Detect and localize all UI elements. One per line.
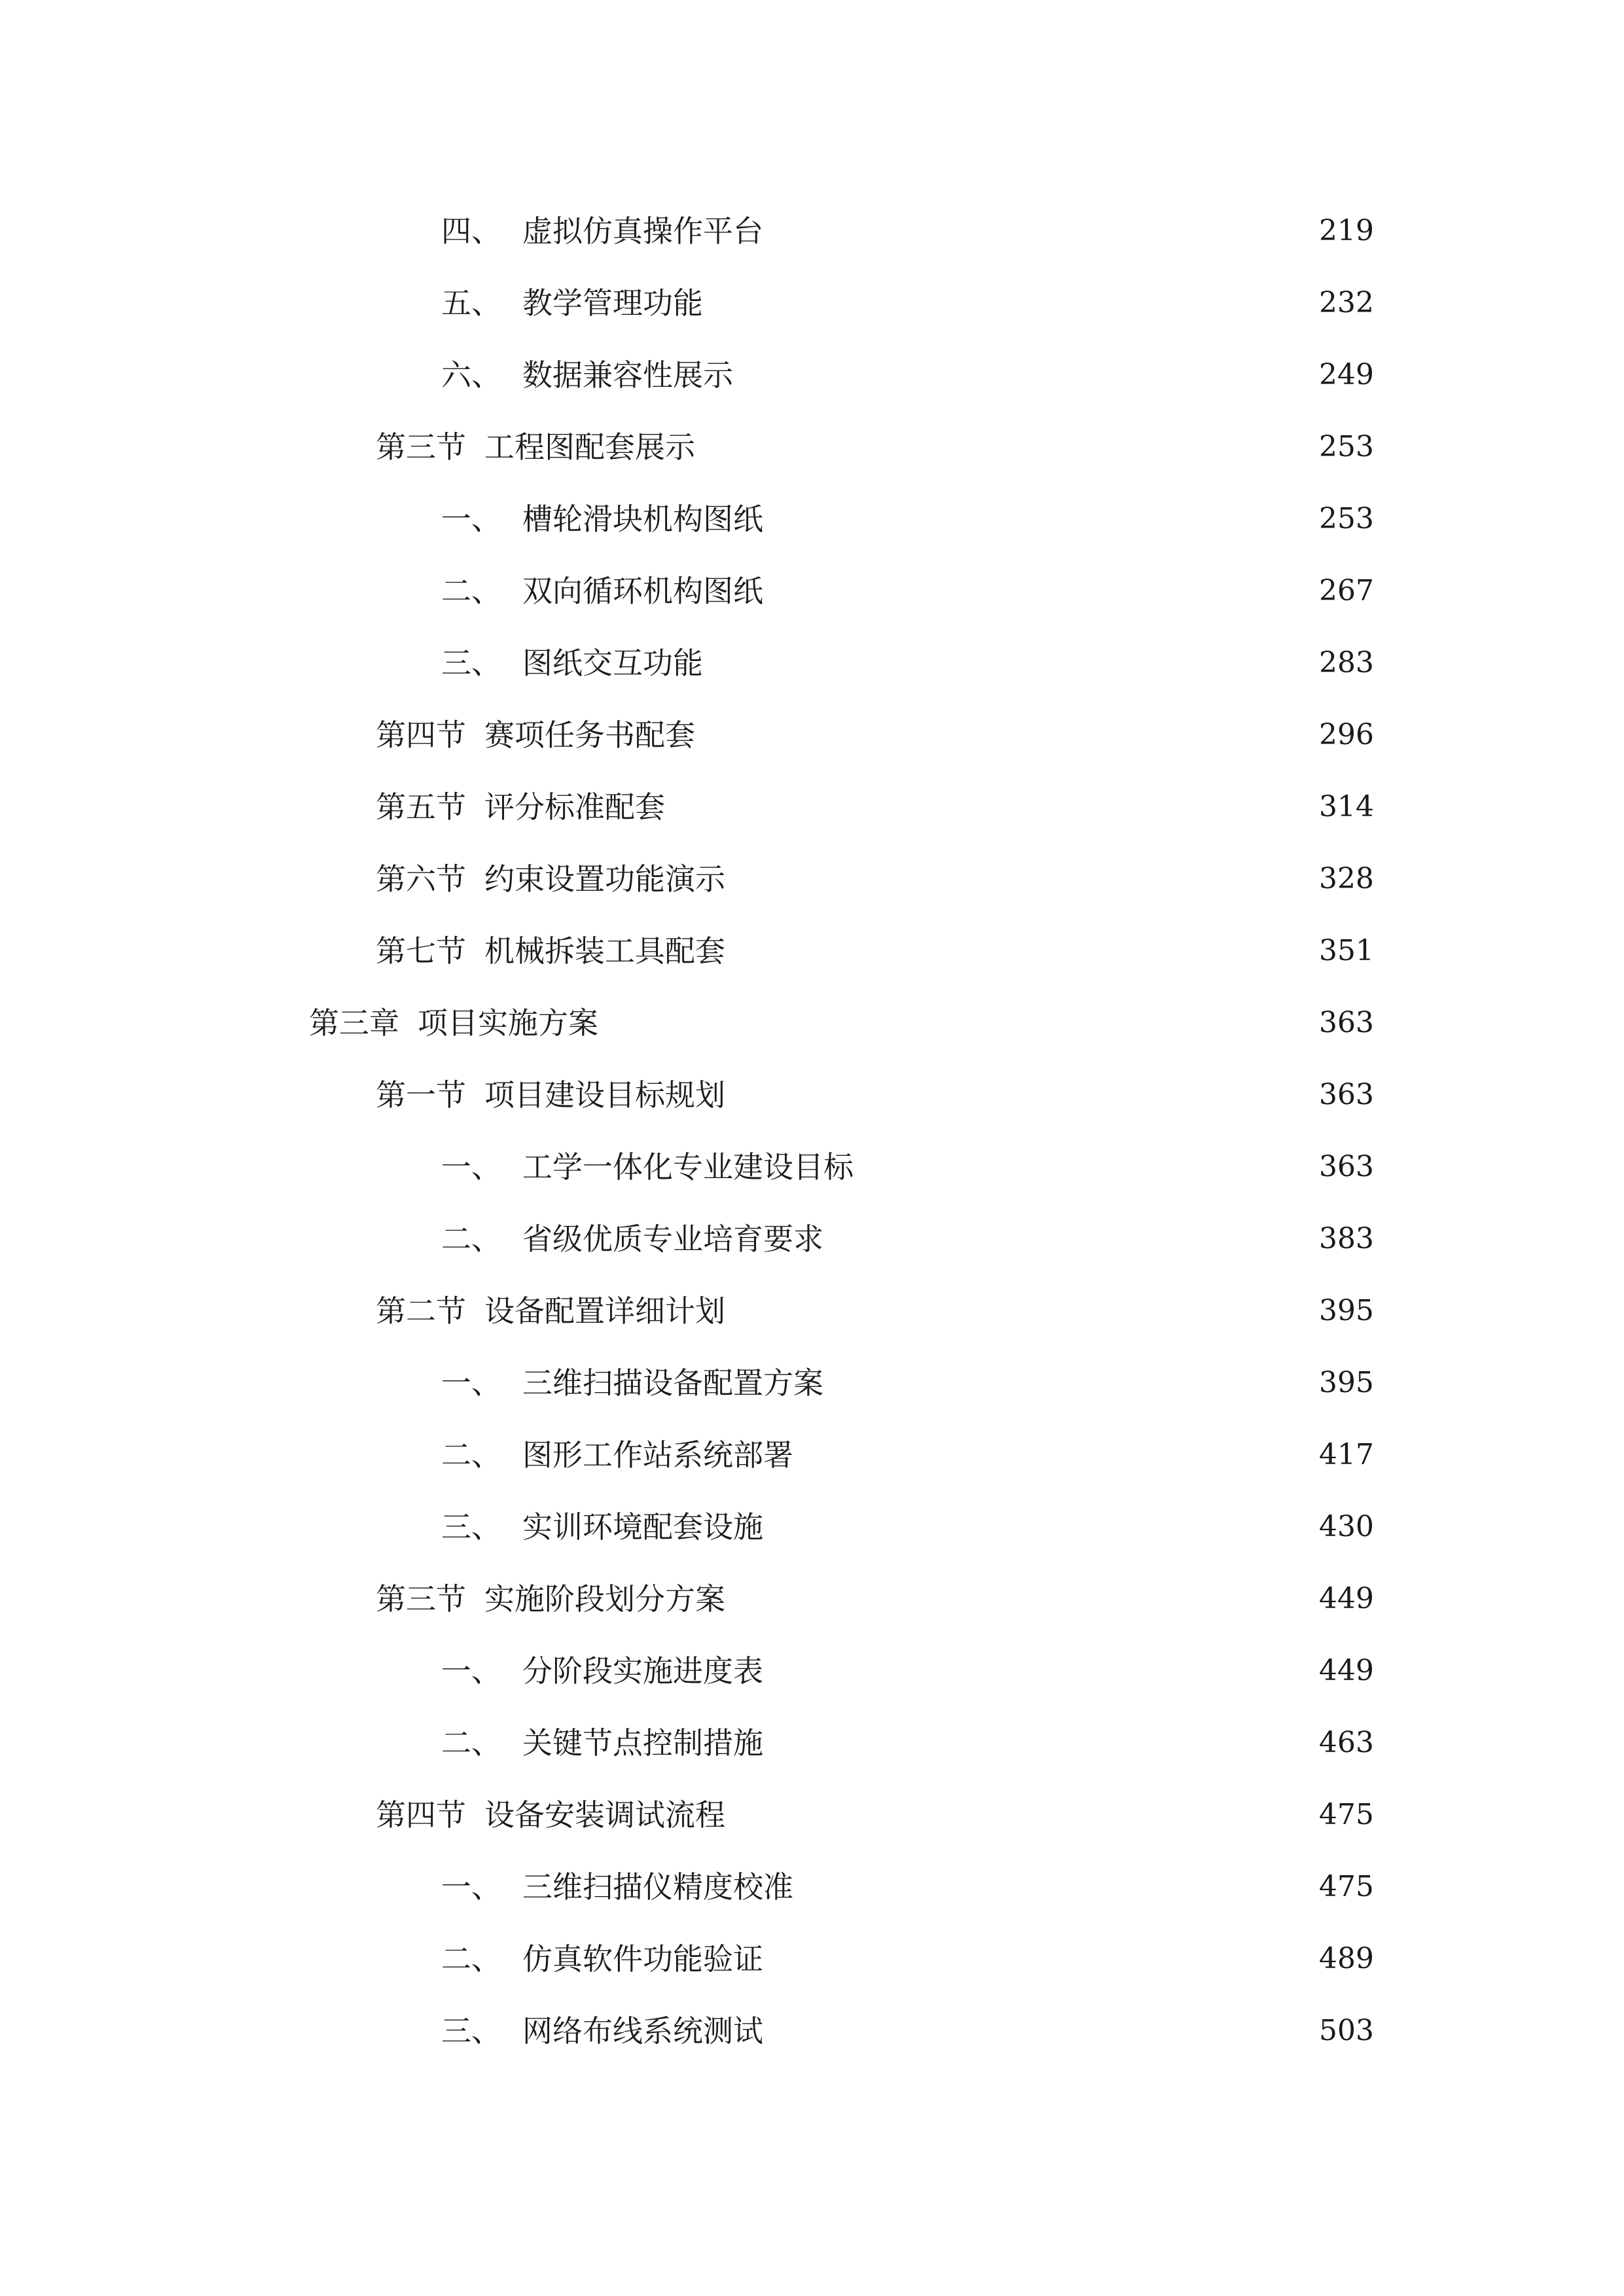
entry-number: 第一节: [376, 1077, 466, 1113]
toc-entry[interactable]: [0, 915, 1624, 987]
entry-label: [376, 1077, 725, 1113]
entry-number: 二、: [441, 573, 501, 609]
entry-label: [441, 1509, 763, 1545]
dot-leader: [803, 1872, 1303, 1902]
entry-page-number: 395: [1319, 1294, 1374, 1327]
dot-leader: [772, 2016, 1303, 2046]
entry-label: [376, 1293, 725, 1329]
entry-page-number: 314: [1319, 790, 1374, 823]
toc-entry[interactable]: [0, 1635, 1624, 1707]
dot-leader: [863, 1152, 1303, 1182]
entry-number: 第七节: [376, 933, 466, 969]
entry-label: [441, 1149, 854, 1185]
dot-leader: [833, 1224, 1303, 1254]
dot-leader: [734, 1296, 1303, 1326]
entry-label: [441, 501, 763, 537]
entry-label: [441, 573, 763, 609]
toc-entry[interactable]: [0, 1995, 1624, 2067]
table-of-contents: [0, 195, 1624, 2067]
entry-page-number: 351: [1319, 934, 1374, 967]
toc-entry[interactable]: [0, 627, 1624, 699]
entry-label: [376, 429, 695, 465]
entry-number: 六、: [441, 357, 501, 393]
entry-number: 二、: [441, 1437, 501, 1473]
toc-entry[interactable]: [0, 1563, 1624, 1635]
entry-page-number: 267: [1319, 574, 1374, 607]
entry-number: 二、: [441, 1221, 501, 1257]
entry-title: 项目建设目标规划: [484, 1077, 725, 1113]
entry-number: 第五节: [376, 789, 466, 825]
entry-number: 一、: [441, 501, 501, 537]
entry-number: 第三章: [309, 1005, 399, 1041]
toc-entry[interactable]: [0, 1851, 1624, 1923]
toc-entry[interactable]: [0, 843, 1624, 915]
entry-title: 工程图配套展示: [484, 429, 695, 465]
entry-title: 三维扫描设备配置方案: [522, 1365, 823, 1401]
entry-number: 三、: [441, 1509, 501, 1545]
dot-leader: [734, 1584, 1303, 1614]
entry-title: 赛项任务书配套: [484, 717, 695, 753]
entry-number: 一、: [441, 1365, 501, 1401]
entry-title: 设备安装调试流程: [484, 1797, 725, 1833]
toc-entry[interactable]: [0, 483, 1624, 555]
entry-number: 二、: [441, 1941, 501, 1977]
entry-title: 设备配置详细计划: [484, 1293, 725, 1329]
entry-title: 实施阶段划分方案: [484, 1581, 725, 1617]
entry-title: 数据兼容性展示: [522, 357, 733, 393]
entry-title: 评分标准配套: [484, 789, 665, 825]
toc-entry[interactable]: [0, 1707, 1624, 1779]
dot-leader: [772, 216, 1303, 246]
entry-page-number: 449: [1319, 1654, 1374, 1687]
entry-number: 第三节: [376, 429, 466, 465]
dot-leader: [742, 360, 1303, 390]
entry-page-number: 489: [1319, 1942, 1374, 1975]
entry-page-number: 395: [1319, 1366, 1374, 1399]
entry-label: [441, 1437, 793, 1473]
entry-title: 项目实施方案: [418, 1005, 598, 1041]
entry-number: 一、: [441, 1149, 501, 1185]
entry-number: 一、: [441, 1869, 501, 1905]
dot-leader: [734, 936, 1303, 966]
dot-leader: [712, 648, 1303, 678]
entry-label: [441, 1365, 823, 1401]
toc-entry[interactable]: [0, 339, 1624, 411]
dot-leader: [772, 1656, 1303, 1686]
entry-label: [441, 645, 703, 681]
entry-page-number: 417: [1319, 1438, 1374, 1471]
entry-label: [376, 789, 665, 825]
toc-entry[interactable]: [0, 1203, 1624, 1275]
dot-leader: [772, 576, 1303, 606]
entry-label: [376, 861, 725, 897]
toc-entry[interactable]: [0, 1419, 1624, 1491]
dot-leader: [833, 1368, 1303, 1398]
entry-page-number: 363: [1319, 1078, 1374, 1111]
entry-title: 图形工作站系统部署: [522, 1437, 793, 1473]
entry-number: 第三节: [376, 1581, 466, 1617]
entry-label: [376, 1797, 725, 1833]
entry-title: 省级优质专业培育要求: [522, 1221, 823, 1257]
entry-page-number: 430: [1319, 1510, 1374, 1543]
toc-entry[interactable]: [0, 1491, 1624, 1563]
entry-number: 一、: [441, 1653, 501, 1689]
entry-title: 虚拟仿真操作平台: [522, 213, 763, 249]
entry-label: [441, 1869, 793, 1905]
dot-leader: [803, 1440, 1303, 1470]
dot-leader: [674, 792, 1303, 822]
toc-entry[interactable]: [0, 1923, 1624, 1995]
entry-label: [376, 717, 695, 753]
entry-title: 约束设置功能演示: [484, 861, 725, 897]
entry-title: 实训环境配套设施: [522, 1509, 763, 1545]
entry-page-number: 449: [1319, 1582, 1374, 1615]
entry-label: [441, 2013, 763, 2049]
entry-number: 五、: [441, 285, 501, 321]
entry-title: 双向循环机构图纸: [522, 573, 763, 609]
entry-number: 四、: [441, 213, 501, 249]
entry-title: 图纸交互功能: [522, 645, 703, 681]
dot-leader: [734, 1080, 1303, 1110]
entry-page-number: 475: [1319, 1798, 1374, 1831]
entry-page-number: 232: [1319, 286, 1374, 319]
entry-title: 教学管理功能: [522, 285, 703, 321]
entry-title: 关键节点控制措施: [522, 1725, 763, 1761]
entry-page-number: 253: [1319, 502, 1374, 535]
toc-entry[interactable]: [0, 411, 1624, 483]
entry-number: 第二节: [376, 1293, 466, 1329]
entry-title: 分阶段实施进度表: [522, 1653, 763, 1689]
toc-entry[interactable]: [0, 987, 1624, 1059]
entry-label: [376, 933, 725, 969]
dot-leader: [772, 1728, 1303, 1758]
entry-page-number: 249: [1319, 358, 1374, 391]
entry-page-number: 219: [1319, 214, 1374, 247]
entry-page-number: 296: [1319, 718, 1374, 751]
toc-entry[interactable]: [0, 1275, 1624, 1347]
entry-label: [441, 285, 703, 321]
dot-leader: [704, 720, 1303, 750]
entry-label: [441, 213, 763, 249]
toc-entry[interactable]: [0, 1347, 1624, 1419]
dot-leader: [734, 864, 1303, 894]
dot-leader: [772, 504, 1303, 534]
entry-label: [441, 1221, 823, 1257]
toc-entry[interactable]: [0, 195, 1624, 267]
toc-entry[interactable]: [0, 699, 1624, 771]
entry-label: [441, 1725, 763, 1761]
dot-leader: [772, 1944, 1303, 1974]
entry-number: 二、: [441, 1725, 501, 1761]
toc-entry[interactable]: [0, 1779, 1624, 1851]
entry-number: 第四节: [376, 1797, 466, 1833]
entry-page-number: 503: [1319, 2014, 1374, 2047]
entry-label: [441, 1941, 763, 1977]
dot-leader: [607, 1008, 1303, 1038]
entry-title: 槽轮滑块机构图纸: [522, 501, 763, 537]
entry-title: 机械拆装工具配套: [484, 933, 725, 969]
toc-entry[interactable]: [0, 1059, 1624, 1131]
dot-leader: [772, 1512, 1303, 1542]
entry-number: 三、: [441, 645, 501, 681]
entry-label: [441, 1653, 763, 1689]
entry-page-number: 253: [1319, 430, 1374, 463]
dot-leader: [712, 288, 1303, 318]
entry-number: 第四节: [376, 717, 466, 753]
entry-label: [309, 1005, 598, 1041]
entry-title: 网络布线系统测试: [522, 2013, 763, 2049]
entry-page-number: 463: [1319, 1726, 1374, 1759]
entry-page-number: 383: [1319, 1222, 1374, 1255]
toc-entry[interactable]: [0, 267, 1624, 339]
dot-leader: [734, 1800, 1303, 1830]
entry-title: 三维扫描仪精度校准: [522, 1869, 793, 1905]
toc-entry[interactable]: [0, 1131, 1624, 1203]
entry-label: [376, 1581, 725, 1617]
toc-entry[interactable]: [0, 771, 1624, 843]
dot-leader: [704, 432, 1303, 462]
toc-entry[interactable]: [0, 555, 1624, 627]
entry-page-number: 363: [1319, 1006, 1374, 1039]
entry-page-number: 283: [1319, 646, 1374, 679]
entry-page-number: 328: [1319, 862, 1374, 895]
entry-number: 三、: [441, 2013, 501, 2049]
entry-number: 第六节: [376, 861, 466, 897]
entry-page-number: 475: [1319, 1870, 1374, 1903]
entry-title: 工学一体化专业建设目标: [522, 1149, 854, 1185]
entry-label: [441, 357, 733, 393]
entry-page-number: 363: [1319, 1150, 1374, 1183]
entry-title: 仿真软件功能验证: [522, 1941, 763, 1977]
